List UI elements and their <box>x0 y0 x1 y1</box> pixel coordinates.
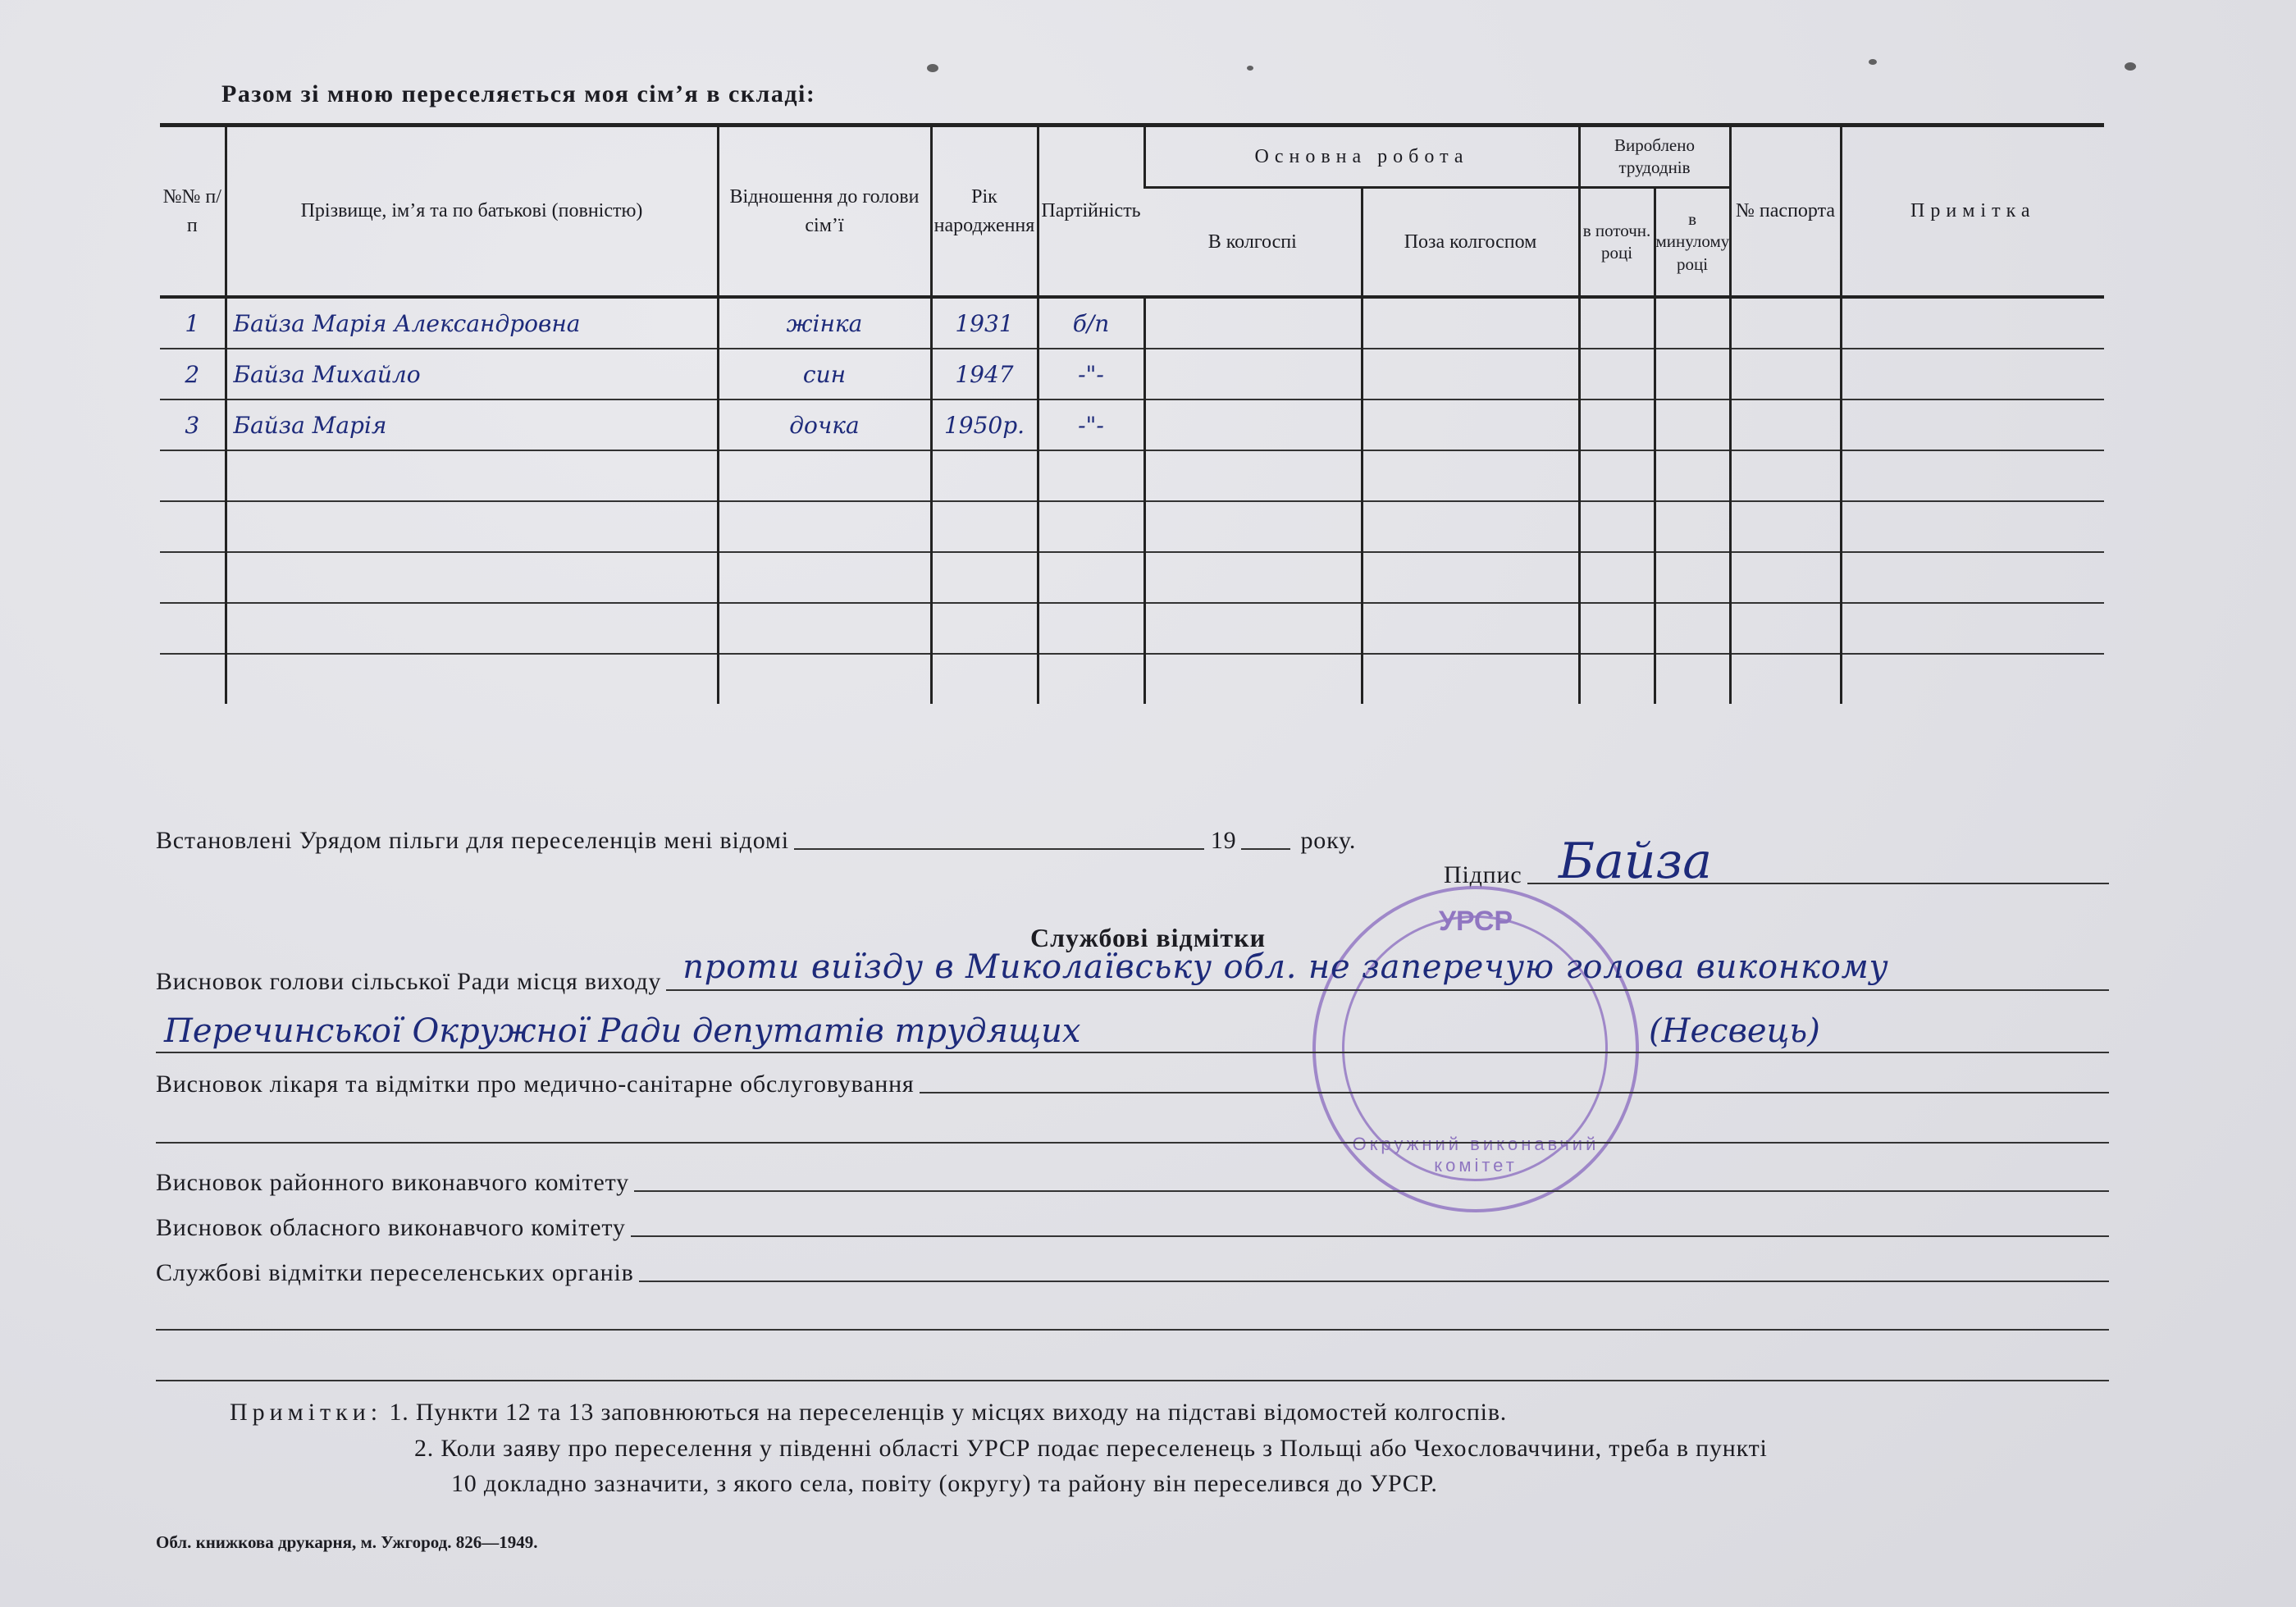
row-relation: жінка <box>718 297 931 349</box>
family-heading: Разом зі мною переселяється моя сім’я в складі: <box>221 80 816 107</box>
row-year: 1931 <box>931 297 1038 349</box>
punch-hole-mark <box>1247 66 1253 71</box>
row-number: 3 <box>160 399 226 450</box>
village-conclusion-text-2: Перечинської Окружної Ради депутатів трудящих <box>164 1012 1081 1050</box>
village-signer: (Несвець) <box>1649 1012 1820 1050</box>
doctor-conclusion-line-2 <box>156 1142 2109 1144</box>
signature-line <box>1444 861 2109 889</box>
benefits-label: Встановлені Урядом пільги для переселенців мені відомі <box>156 827 789 854</box>
note-item-2b: 10 докладно зазначити, з якого села, повіту (округу) та району він переселився до УРСР. <box>451 1470 1438 1497</box>
table-row-empty <box>160 501 2104 552</box>
table-row <box>160 297 2104 349</box>
benefits-year-suffix: року. <box>1300 827 1357 854</box>
resettlement-marks-line-3 <box>156 1380 2109 1381</box>
official-stamp <box>1312 886 1639 1212</box>
notes-block <box>230 1395 1768 1502</box>
col-year: Рік народження <box>931 126 1038 298</box>
village-conclusion-label: Висновок голови сільської Ради місця виходу <box>156 968 662 995</box>
doctor-conclusion-line <box>156 1071 2109 1098</box>
col-past-year: в минулому році <box>1655 188 1730 298</box>
row-year: 1947 <box>931 349 1038 399</box>
table-row-empty <box>160 450 2104 501</box>
col-note: Примітка <box>1841 126 2104 298</box>
row-name: Байза Михайло <box>226 349 718 399</box>
stamp-center-text: УРСР <box>1438 906 1513 937</box>
benefits-year-prefix: 19 <box>1210 827 1237 854</box>
table-row <box>160 399 2104 450</box>
applicant-signature: Байза <box>1559 833 1713 890</box>
row-name: Байза Марія <box>226 399 718 450</box>
district-conclusion-label: Висновок районного виконавчого комітету <box>156 1169 629 1196</box>
regional-conclusion-label: Висновок обласного виконавчого комітету <box>156 1214 626 1241</box>
village-conclusion-text-1: проти виїзду в Миколаївську обл. не заперечую голова виконкому <box>682 948 1889 986</box>
row-party: -"- <box>1038 349 1144 399</box>
col-main-work: Основна робота <box>1144 126 1579 188</box>
col-in-kolkhoz: В колгоспі <box>1144 188 1362 298</box>
doctor-conclusion-blank <box>920 1091 2109 1093</box>
row-relation: дочка <box>718 399 931 450</box>
table-row <box>160 349 2104 399</box>
punch-hole-mark <box>1869 59 1877 65</box>
benefits-year-blank <box>1241 847 1290 850</box>
row-party: -"- <box>1038 399 1144 450</box>
row-relation: син <box>718 349 931 399</box>
family-table <box>160 123 2104 704</box>
resettlement-marks-blank <box>639 1280 2109 1282</box>
resettlement-marks-line <box>156 1259 2109 1287</box>
benefits-blank <box>794 847 1204 850</box>
punch-hole-mark <box>927 64 938 72</box>
col-workdays: Вироблено трудоднів <box>1579 126 1730 188</box>
benefits-line <box>156 827 1501 855</box>
printer-imprint: Обл. книжкова друкарня, м. Ужгород. 826—1949. <box>156 1532 538 1552</box>
col-outside-kolkhoz: Поза колгоспом <box>1362 188 1579 298</box>
official-marks-title: Службові відмітки <box>1029 923 1266 952</box>
col-passport: № паспорта <box>1730 126 1841 298</box>
signature-label: Підпис <box>1444 861 1522 888</box>
note-item-1: 1. Пункти 12 та 13 заповнюються на переселенців у місцях виходу на підставі відомостей колгоспів. <box>389 1399 1508 1426</box>
col-number: №№ п/п <box>160 126 226 298</box>
note-item-2a: 2. Коли заяву про переселення у південні області УРСР подає переселенець з Польщі або Чехословаччини, треба в пункті <box>414 1434 1768 1462</box>
regional-conclusion-blank <box>631 1235 2109 1237</box>
resettlement-marks-label: Службові відмітки переселенських органів <box>156 1259 634 1286</box>
doctor-conclusion-label: Висновок лікаря та відмітки про медично-санітарне обслуговування <box>156 1071 915 1098</box>
punch-hole-mark <box>2125 62 2136 71</box>
col-name: Прізвище, ім’я та по батькові (повністю) <box>226 126 718 298</box>
row-name: Байза Марія Александровна <box>226 297 718 349</box>
resettlement-marks-line-2 <box>156 1329 2109 1331</box>
row-number: 1 <box>160 297 226 349</box>
row-year: 1950р. <box>931 399 1038 450</box>
district-conclusion-line <box>156 1169 2109 1197</box>
village-conclusion-blank <box>666 948 2109 991</box>
col-current-year: в поточн. році <box>1579 188 1655 298</box>
row-party: б/п <box>1038 297 1144 349</box>
table-row-empty <box>160 603 2104 654</box>
table-row-empty <box>160 552 2104 603</box>
table-row-empty <box>160 654 2104 704</box>
stamp-ring-text: Окружний виконавчий комітет <box>1352 1134 1600 1176</box>
village-conclusion-line <box>156 948 2109 996</box>
col-party: Партійність <box>1038 126 1144 298</box>
row-number: 2 <box>160 349 226 399</box>
village-conclusion-line-2 <box>156 1012 2109 1053</box>
col-relation: Відношення до голови сім’ї <box>718 126 931 298</box>
notes-heading: Примітки: <box>230 1399 383 1426</box>
district-conclusion-blank <box>634 1189 2109 1192</box>
regional-conclusion-line <box>156 1214 2109 1242</box>
